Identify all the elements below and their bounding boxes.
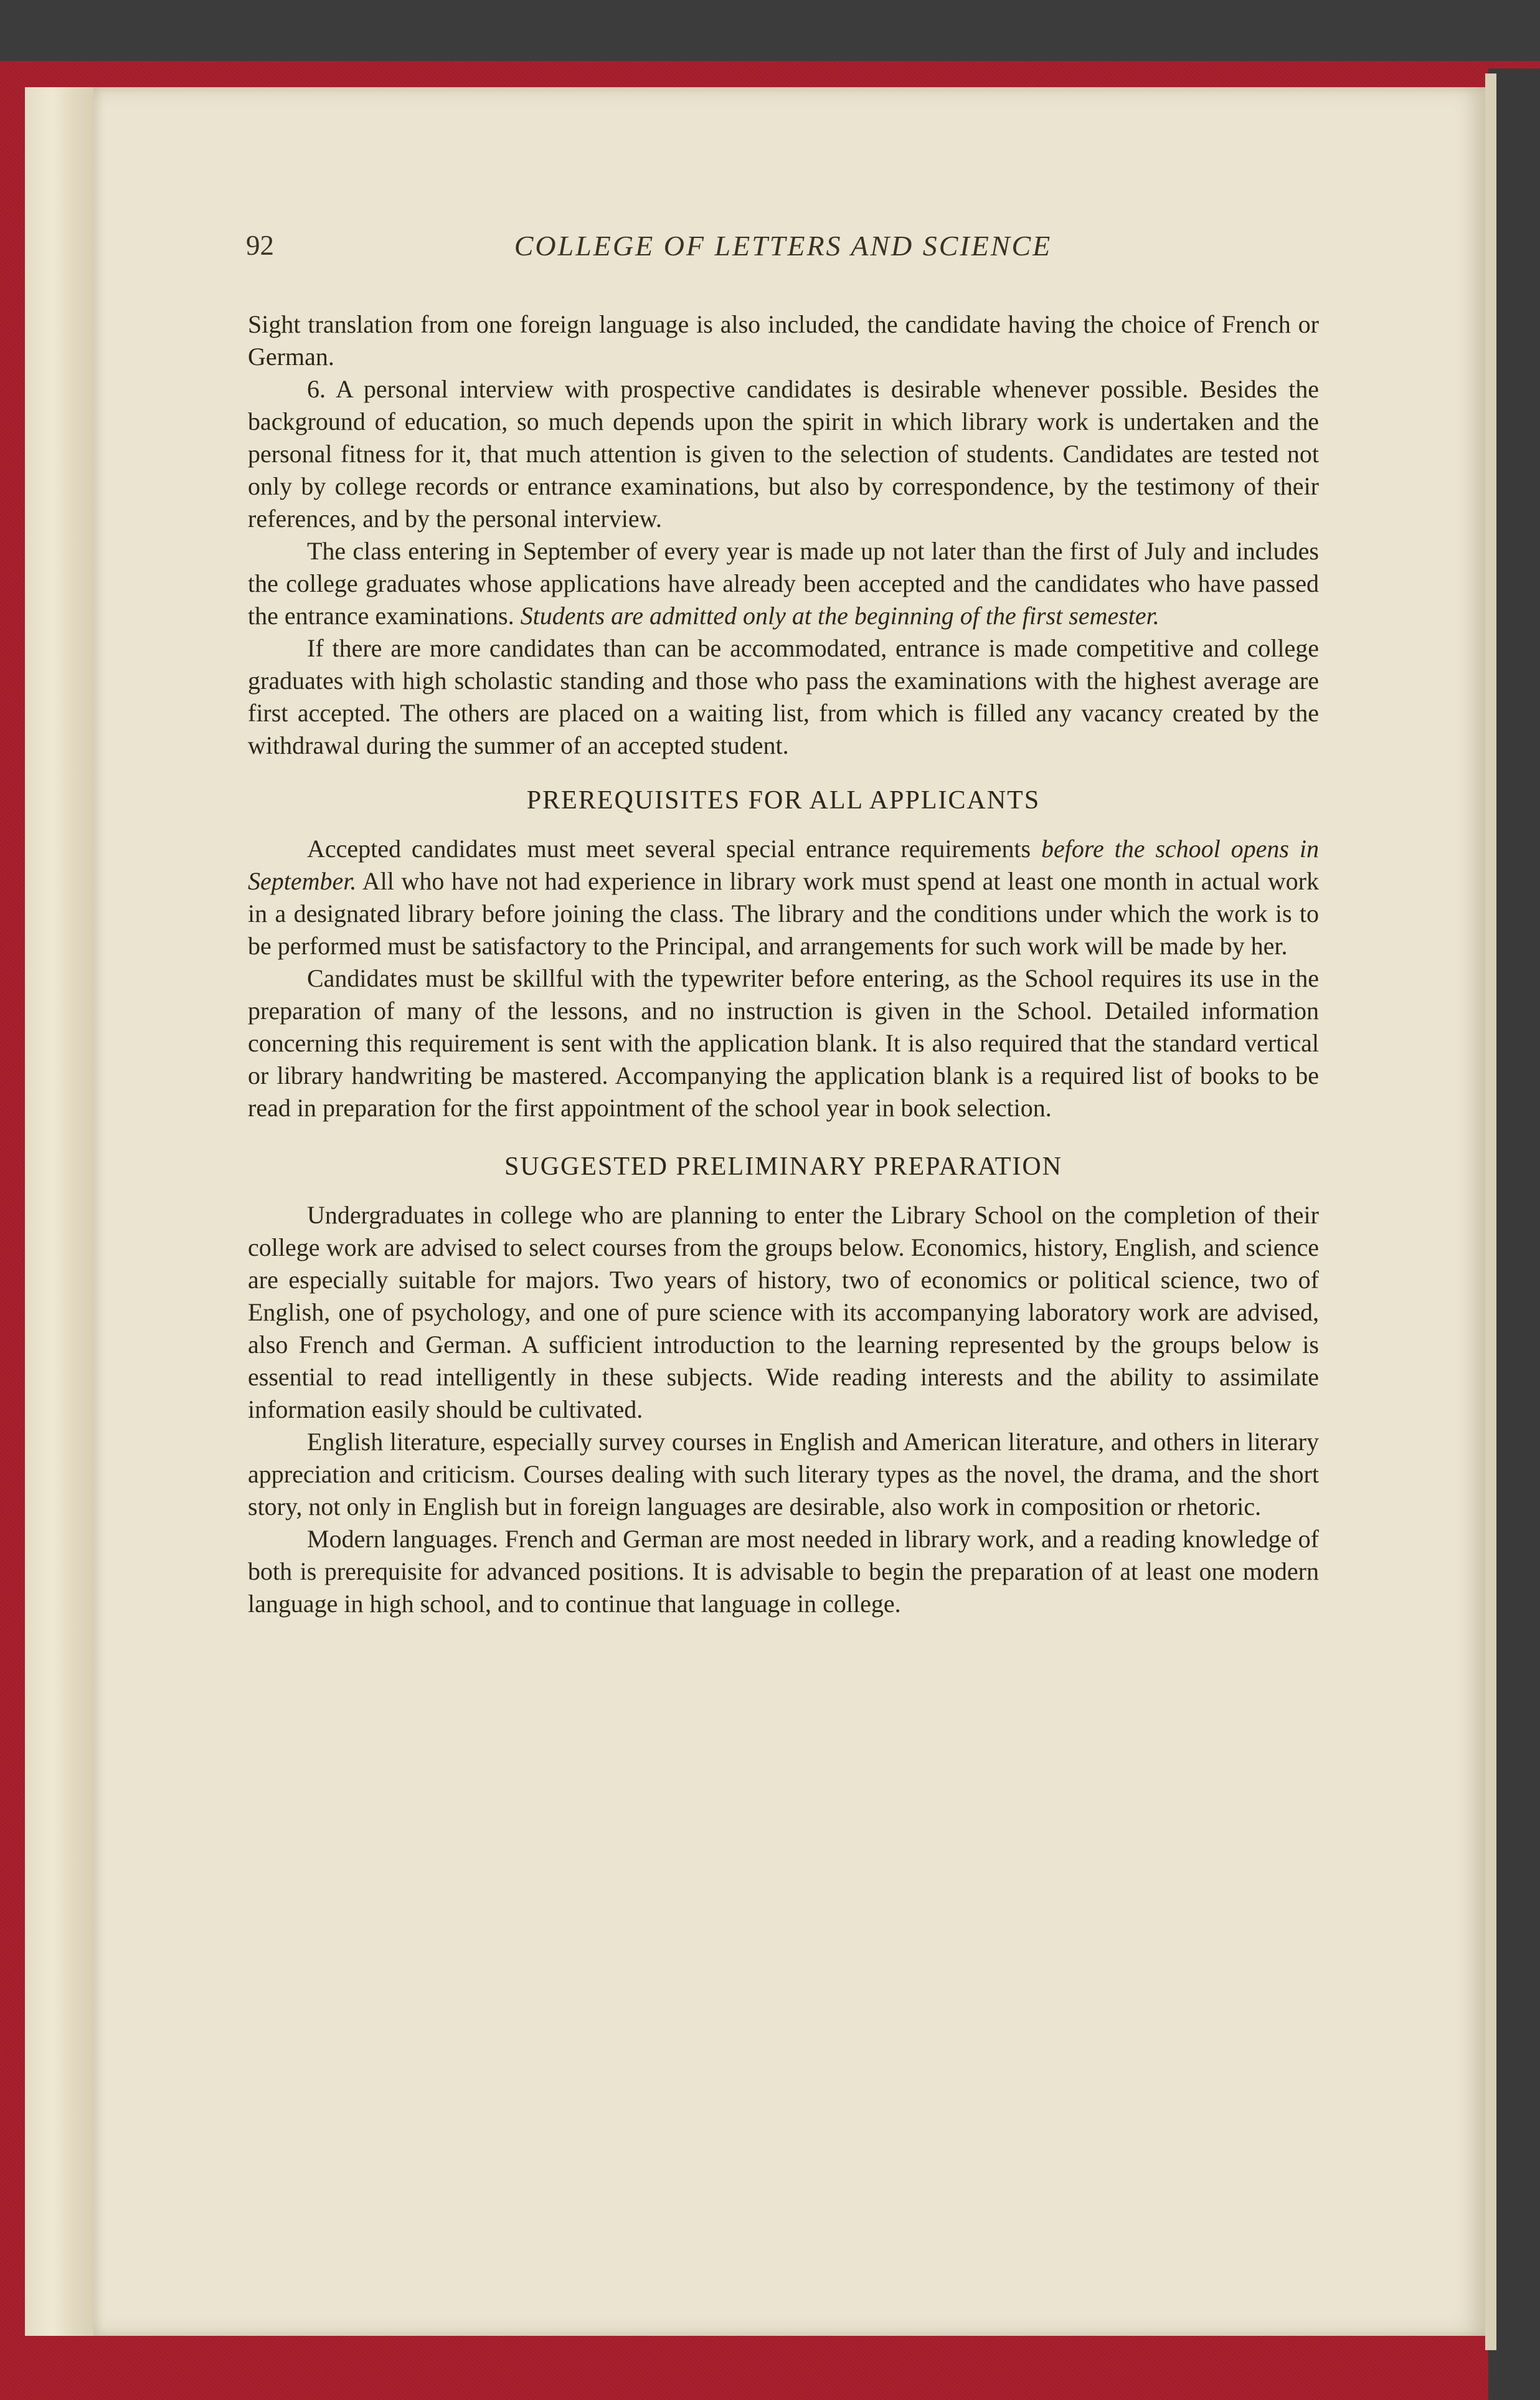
paragraph-text: Accepted candidates must meet several special entrance requirements — [307, 835, 1031, 863]
page-number: 92 — [246, 230, 274, 261]
section-heading: SUGGESTED PRELIMINARY PREPARATION — [504, 1152, 1062, 1181]
paragraph — [248, 535, 1319, 632]
page-edges — [25, 87, 93, 2336]
paragraph — [248, 833, 1319, 962]
paragraph: Sight translation from one foreign language is also included, the candidate having the choice of French or German. — [248, 310, 1319, 371]
paragraph: Candidates must be skillful with the typewriter before entering, as the School requires its use in the preparation of many of the lessons, and no instruction is given in the School. Detailed information concerning this requirement is sent with the application blank. It is also required that the standard vertical or library handwriting be mastered. Accompanying the application blank is a required list of books to be read in preparation for the first appointment of the school year in book selection. — [248, 964, 1319, 1122]
italic-text: Students are admitted only at the beginning of the first semester. — [520, 602, 1160, 630]
paragraph-text: All who have not had experience in library work must spend at least one month in actual work in a designated library before joining the class. The library and the conditions under which the work is to be performed must be satisfactory to the Principal, and arrangements for such work will be made by her. — [248, 867, 1320, 960]
section-heading: PREREQUISITES FOR ALL APPLICANTS — [526, 786, 1041, 815]
paragraph: Modern languages. French and German are most needed in library work, and a reading knowledge of both is prerequisite for advanced positions. It is advisable to begin the preparation of at least one modern language in high school, and to continue that language in college. — [248, 1525, 1319, 1618]
paragraph: 6. A personal interview with prospective candidates is desirable whenever possible. Besides the background of education, so much depends upon the spirit in which library work is undertaken and the personal fitness for it, that much attention is given to the selection of students. Candidates are tested not only by college records or entrance examinations, but also by correspondence, by the testimony of their references, and by the personal interview. — [248, 375, 1319, 533]
paragraph-text: The class entering in September of every year is made up not later than the first of July and includes the college graduates whose applications have already been accepted and the candidates who have passed the entrance examinations. — [248, 537, 1319, 630]
page-gutter — [1485, 74, 1496, 2350]
italic-text: before the school opens in September. — [248, 835, 1319, 895]
scan-background — [0, 0, 1540, 62]
page-header — [246, 229, 1320, 279]
paragraph: Undergraduates in college who are planning to enter the Library School on the completion of their college work are advised to select courses from the groups below. Economics, history, English, and science are especially suitable for majors. Two years of history, two of economics or political science, two of English, one of psychology, and one of pure science with its accompanying laboratory work are advised, also French and German. A sufficient introduction to the learning represented by the groups below is essential to read intelligently in these subjects. Wide reading interests and the ability to assimilate information easily should be cultivated. — [248, 1201, 1319, 1423]
paragraph: English literature, especially survey courses in English and American literature, and others in literary appreciation and criticism. Courses dealing with such literary types as the novel, the drama, and the short story, not only in English but in foreign languages are desirable, also work in composition or rhetoric. — [248, 1428, 1319, 1520]
running-head: COLLEGE OF LETTERS AND SCIENCE — [514, 230, 1052, 262]
paragraph: If there are more candidates than can be accommodated, entrance is made competitive and college graduates with high scholastic standing and those who pass the examinations with the highest average are first accepted. The others are placed on a waiting list, from which is filled any vacancy created by the withdrawal during the summer of an accepted student. — [248, 634, 1319, 759]
page-body — [248, 308, 1319, 1620]
